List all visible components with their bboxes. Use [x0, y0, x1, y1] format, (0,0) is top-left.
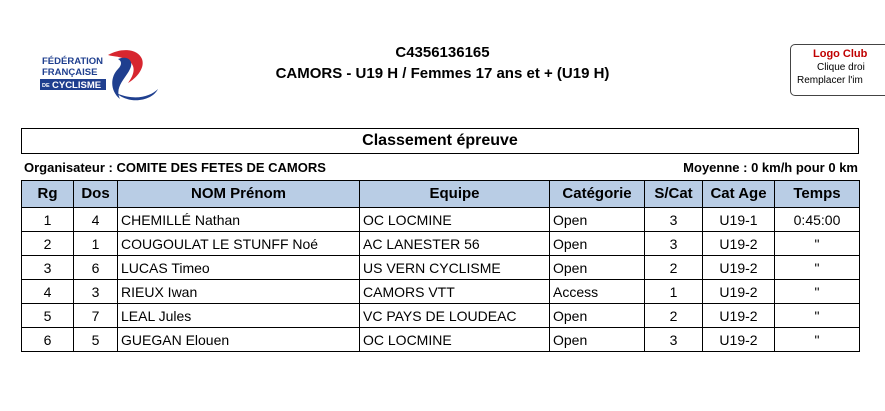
cell-name: LEAL Jules: [118, 304, 360, 328]
cell-team: CAMORS VTT: [360, 280, 550, 304]
column-header-name: NOM Prénom: [118, 181, 360, 208]
cell-subcategory: 1: [645, 280, 703, 304]
club-logo-title: Logo Club: [813, 48, 868, 60]
cell-time: ": [775, 232, 860, 256]
cell-name: LUCAS Timeo: [118, 256, 360, 280]
cell-subcategory: 2: [645, 256, 703, 280]
cell-bib: 7: [74, 304, 118, 328]
table-row: [22, 328, 860, 352]
table-header-row: [22, 181, 860, 208]
logo-text-line3-prefix: DE: [42, 83, 50, 89]
cell-rank: 1: [22, 208, 74, 232]
logo-text-line3: CYCLISME: [52, 80, 102, 91]
cell-time: ": [775, 280, 860, 304]
cell-category: Open: [550, 256, 645, 280]
logo-text-line1: FÉDÉRATION: [42, 56, 104, 67]
cell-name: GUEGAN Elouen: [118, 328, 360, 352]
cell-rank: 4: [22, 280, 74, 304]
cell-name: RIEUX Iwan: [118, 280, 360, 304]
club-logo-line1: Clique droi: [817, 62, 865, 73]
cell-category: Open: [550, 328, 645, 352]
section-title: Classement épreuve: [21, 128, 859, 154]
cell-team: US VERN CYCLISME: [360, 256, 550, 280]
cell-age-category: U19-1: [703, 208, 775, 232]
table-row: [22, 304, 860, 328]
cell-bib: 3: [74, 280, 118, 304]
cell-time: ": [775, 304, 860, 328]
column-header-team: Equipe: [360, 181, 550, 208]
cell-age-category: U19-2: [703, 304, 775, 328]
column-header-age-category: Cat Age: [703, 181, 775, 208]
cell-category: Open: [550, 208, 645, 232]
cell-subcategory: 3: [645, 328, 703, 352]
cell-bib: 4: [74, 208, 118, 232]
cell-team: AC LANESTER 56: [360, 232, 550, 256]
table-row: [22, 256, 860, 280]
table-row: [22, 208, 860, 232]
club-logo-placeholder[interactable]: [790, 44, 885, 96]
cell-name: CHEMILLÉ Nathan: [118, 208, 360, 232]
logo-swoosh-base: [116, 89, 158, 100]
cell-rank: 2: [22, 232, 74, 256]
cell-category: Access: [550, 280, 645, 304]
cell-age-category: U19-2: [703, 256, 775, 280]
cell-rank: 6: [22, 328, 74, 352]
cell-age-category: U19-2: [703, 280, 775, 304]
table-row: [22, 280, 860, 304]
cell-age-category: U19-2: [703, 328, 775, 352]
document-title: CAMORS - U19 H / Femmes 17 ans et + (U19 H): [275, 65, 610, 82]
cell-age-category: U19-2: [703, 232, 775, 256]
club-logo-line2: Remplacer l'im: [797, 75, 863, 86]
table-row: [22, 232, 860, 256]
cell-category: Open: [550, 232, 645, 256]
column-header-rank: Rg: [22, 181, 74, 208]
cell-time: 0:45:00: [775, 208, 860, 232]
column-header-subcategory: S/Cat: [645, 181, 703, 208]
cell-team: OC LOCMINE: [360, 328, 550, 352]
cell-name: COUGOULAT LE STUNFF Noé: [118, 232, 360, 256]
cell-subcategory: 3: [645, 208, 703, 232]
cell-category: Open: [550, 304, 645, 328]
cell-rank: 3: [22, 256, 74, 280]
cell-subcategory: 2: [645, 304, 703, 328]
logo-text-line2: FRANÇAISE: [42, 67, 98, 78]
cell-bib: 5: [74, 328, 118, 352]
cell-bib: 6: [74, 256, 118, 280]
average-speed-label: Moyenne : 0 km/h pour 0 km: [683, 160, 858, 175]
document-code: C4356136165: [395, 44, 490, 61]
cell-time: ": [775, 256, 860, 280]
cell-time: ": [775, 328, 860, 352]
cell-subcategory: 3: [645, 232, 703, 256]
column-header-category: Catégorie: [550, 181, 645, 208]
column-header-bib: Dos: [74, 181, 118, 208]
cell-rank: 5: [22, 304, 74, 328]
organiser-label: Organisateur : COMITE DES FETES DE CAMORS: [24, 160, 326, 175]
results-table: [21, 180, 860, 352]
cell-team: OC LOCMINE: [360, 208, 550, 232]
cell-bib: 1: [74, 232, 118, 256]
cell-team: VC PAYS DE LOUDEAC: [360, 304, 550, 328]
column-header-time: Temps: [775, 181, 860, 208]
